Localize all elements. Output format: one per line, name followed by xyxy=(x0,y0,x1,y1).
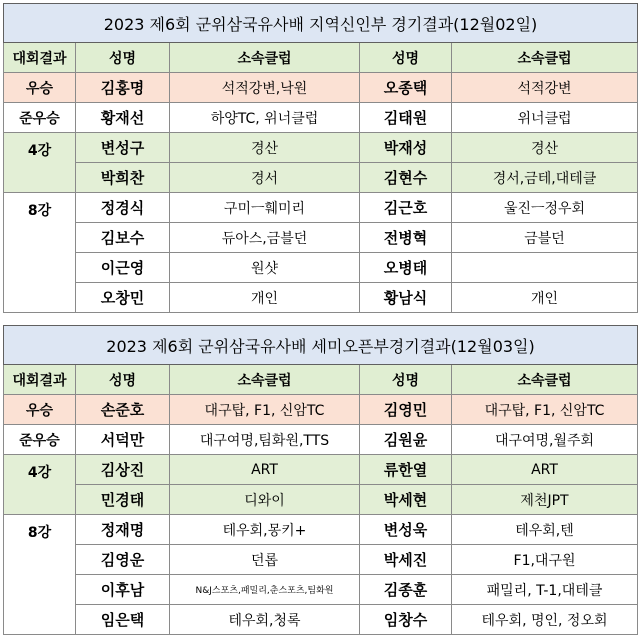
rank-cell: 8강 xyxy=(4,193,76,313)
player-club: 테우회,몽키+ xyxy=(170,515,360,545)
player-name: 민경태 xyxy=(76,485,170,515)
partner-club: 금블던 xyxy=(452,223,638,253)
partner-name: 김태원 xyxy=(360,103,452,133)
header-club-2: 소속클럽 xyxy=(452,365,638,395)
table-title: 2023 제6회 군위삼국유사배 지역신인부 경기결과(12월02일) xyxy=(4,4,638,43)
partner-club: ART xyxy=(452,455,638,485)
player-name: 박희찬 xyxy=(76,163,170,193)
table-row xyxy=(4,545,638,575)
partner-name: 김원윤 xyxy=(360,425,452,455)
rank-cell: 우승 xyxy=(4,395,76,425)
player-name: 서덕만 xyxy=(76,425,170,455)
partner-name: 황남식 xyxy=(360,283,452,313)
header-name-2: 성명 xyxy=(360,43,452,73)
player-name: 김홍명 xyxy=(76,73,170,103)
header-name-1: 성명 xyxy=(76,43,170,73)
partner-name: 박재성 xyxy=(360,133,452,163)
partner-club: F1,대구원 xyxy=(452,545,638,575)
table-row xyxy=(4,163,638,193)
table-header-row xyxy=(4,43,638,73)
partner-name: 임창수 xyxy=(360,605,452,635)
partner-club: 울진ㅡ정우회 xyxy=(452,193,638,223)
player-name: 김상진 xyxy=(76,455,170,485)
rank-cell: 준우승 xyxy=(4,103,76,133)
table-row xyxy=(4,253,638,283)
player-club: 개인 xyxy=(170,283,360,313)
partner-name: 전병혁 xyxy=(360,223,452,253)
player-name: 김보수 xyxy=(76,223,170,253)
rank-cell: 4강 xyxy=(4,133,76,193)
partner-club: 위너클럽 xyxy=(452,103,638,133)
player-club: 원샷 xyxy=(170,253,360,283)
partner-club xyxy=(452,253,638,283)
table-row xyxy=(4,455,638,485)
player-club: 구미ㅡ훼미리 xyxy=(170,193,360,223)
header-name-1: 성명 xyxy=(76,365,170,395)
table-row xyxy=(4,605,638,635)
partner-club: 대구탑, F1, 신암TC xyxy=(452,395,638,425)
header-name-2: 성명 xyxy=(360,365,452,395)
player-club: 석적강변,낙원 xyxy=(170,73,360,103)
partner-club: 제천JPT xyxy=(452,485,638,515)
rank-cell: 4강 xyxy=(4,455,76,515)
partner-club: 테우회,텐 xyxy=(452,515,638,545)
partner-club: 패밀리, T-1,대테클 xyxy=(452,575,638,605)
player-name: 김영운 xyxy=(76,545,170,575)
table-row xyxy=(4,283,638,313)
player-club: 던롭 xyxy=(170,545,360,575)
player-name: 임은택 xyxy=(76,605,170,635)
player-club: 디와이 xyxy=(170,485,360,515)
rank-cell: 우승 xyxy=(4,73,76,103)
player-club: 대구여명,팀화원,TTS xyxy=(170,425,360,455)
partner-name: 김근호 xyxy=(360,193,452,223)
player-club: ART xyxy=(170,455,360,485)
table-row xyxy=(4,575,638,605)
header-result: 대회결과 xyxy=(4,365,76,395)
table-row xyxy=(4,515,638,545)
partner-name: 김현수 xyxy=(360,163,452,193)
player-name: 정경식 xyxy=(76,193,170,223)
player-club: 경산 xyxy=(170,133,360,163)
partner-club: 개인 xyxy=(452,283,638,313)
table-row xyxy=(4,395,638,425)
player-club: 테우회,청록 xyxy=(170,605,360,635)
player-name: 황재선 xyxy=(76,103,170,133)
partner-club: 테우회, 명인, 정오회 xyxy=(452,605,638,635)
partner-club: 석적강변 xyxy=(452,73,638,103)
rank-cell: 8강 xyxy=(4,515,76,635)
player-club: 대구탑, F1, 신암TC xyxy=(170,395,360,425)
partner-name: 오병태 xyxy=(360,253,452,283)
partner-name: 류한열 xyxy=(360,455,452,485)
partner-name: 박세진 xyxy=(360,545,452,575)
player-name: 이근영 xyxy=(76,253,170,283)
table-row xyxy=(4,103,638,133)
partner-club: 경서,금테,대테클 xyxy=(452,163,638,193)
partner-name: 변성욱 xyxy=(360,515,452,545)
table-row xyxy=(4,133,638,163)
player-name: 오창민 xyxy=(76,283,170,313)
player-name: 변성구 xyxy=(76,133,170,163)
partner-name: 박세현 xyxy=(360,485,452,515)
partner-name: 김종훈 xyxy=(360,575,452,605)
player-club: 듀아스,금블던 xyxy=(170,223,360,253)
table-header-row xyxy=(4,365,638,395)
table-row xyxy=(4,485,638,515)
player-name: 이후남 xyxy=(76,575,170,605)
partner-club: 대구여명,월주회 xyxy=(452,425,638,455)
player-name: 손준호 xyxy=(76,395,170,425)
results-table-semi-open xyxy=(3,325,638,635)
header-club-2: 소속클럽 xyxy=(452,43,638,73)
partner-name: 김영민 xyxy=(360,395,452,425)
table-title-row xyxy=(4,326,638,365)
table-title-row xyxy=(4,4,638,43)
header-club-1: 소속클럽 xyxy=(170,365,360,395)
player-club: N&J스포츠,패밀리,춘스포츠,팀화원 xyxy=(170,575,360,605)
player-club: 경서 xyxy=(170,163,360,193)
table-row xyxy=(4,223,638,253)
player-name: 정재명 xyxy=(76,515,170,545)
table-row xyxy=(4,73,638,103)
partner-club: 경산 xyxy=(452,133,638,163)
header-club-1: 소속클럽 xyxy=(170,43,360,73)
results-table-rookie xyxy=(3,3,638,313)
table-row xyxy=(4,193,638,223)
table-title: 2023 제6회 군위삼국유사배 세미오픈부경기결과(12월03일) xyxy=(4,326,638,365)
partner-name: 오종택 xyxy=(360,73,452,103)
table-row xyxy=(4,425,638,455)
rank-cell: 준우승 xyxy=(4,425,76,455)
player-club: 하양TC, 위너클럽 xyxy=(170,103,360,133)
header-result: 대회결과 xyxy=(4,43,76,73)
